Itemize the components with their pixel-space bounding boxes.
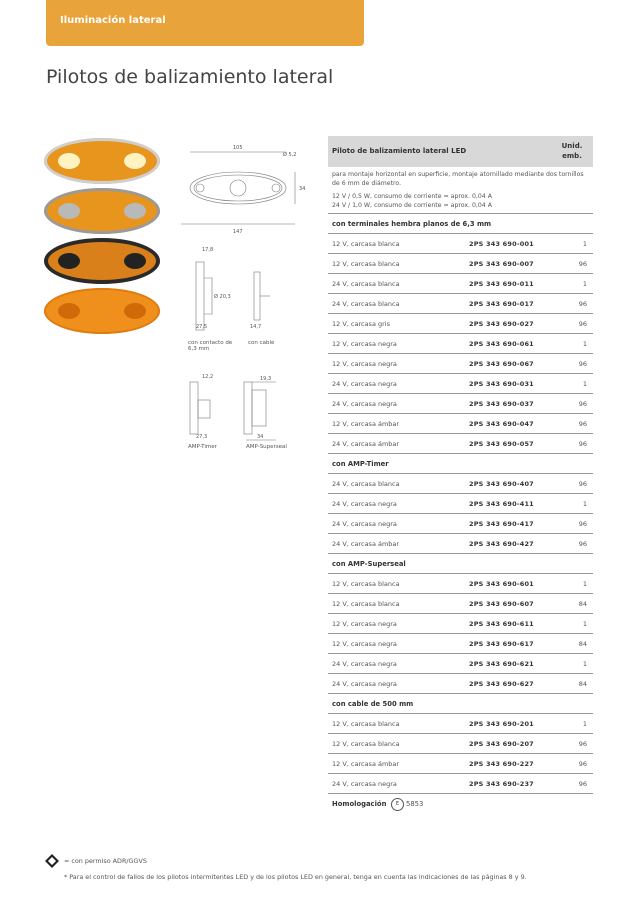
row-code: 2PS 343 690-011 <box>469 280 534 288</box>
table-row <box>328 614 593 634</box>
row-quantity: 1 <box>582 720 587 728</box>
homologation-row <box>328 794 593 812</box>
dim-147: 147 <box>233 229 243 235</box>
row-description: 24 V, carcasa negra <box>332 500 397 508</box>
technical-drawings <box>178 138 318 478</box>
row-quantity: 1 <box>582 380 587 388</box>
row-description: 12 V, carcasa blanca <box>332 600 400 608</box>
row-quantity: 1 <box>582 340 587 348</box>
row-description: 12 V, carcasa blanca <box>332 580 400 588</box>
table-row <box>328 754 593 774</box>
dim-hole: Ø 5,2 <box>283 152 297 158</box>
table-row <box>328 414 593 434</box>
product-photo-amber <box>44 288 160 334</box>
footer-legend: = con permiso ADR/GGVS <box>64 857 147 865</box>
row-quantity: 1 <box>582 280 587 288</box>
row-description: 12 V, carcasa ámbar <box>332 420 400 428</box>
product-photo-black <box>44 238 160 284</box>
caption-contact: con contacto de 6,3 mm <box>188 340 233 352</box>
row-code: 2PS 343 690-201 <box>469 720 534 728</box>
row-description: 24 V, carcasa blanca <box>332 300 400 308</box>
dim-17-8: 17,8 <box>202 247 214 253</box>
row-quantity: 96 <box>578 320 587 328</box>
table-row <box>328 674 593 694</box>
table-row <box>328 734 593 754</box>
section-tab-label: Iluminación lateral <box>60 15 166 26</box>
table-row <box>328 294 593 314</box>
row-description: 12 V, carcasa gris <box>332 320 390 328</box>
dim-14-7: 14,7 <box>250 324 262 330</box>
table-row <box>328 334 593 354</box>
row-quantity: 96 <box>578 540 587 548</box>
row-code: 2PS 343 690-617 <box>469 640 534 648</box>
row-quantity: 84 <box>578 600 587 608</box>
description-mounting: para montaje horizontal en superficie, montaje atornillado mediante dos tornillos de 6 mm de diámetro. <box>332 171 584 187</box>
row-description: 12 V, carcasa negra <box>332 640 397 648</box>
row-quantity: 96 <box>578 440 587 448</box>
row-description: 12 V, carcasa blanca <box>332 260 400 268</box>
row-quantity: 1 <box>582 660 587 668</box>
table-row <box>328 494 593 514</box>
dim-27-3: 27,3 <box>196 434 208 440</box>
row-code: 2PS 343 690-207 <box>469 740 534 748</box>
table-row <box>328 634 593 654</box>
row-description: 12 V, carcasa ámbar <box>332 760 400 768</box>
row-code: 2PS 343 690-621 <box>469 660 534 668</box>
section-heading <box>328 214 593 234</box>
table-row <box>328 534 593 554</box>
dim-diameter: Ø 20,3 <box>214 294 231 300</box>
row-description: 24 V, carcasa negra <box>332 520 397 528</box>
table-row <box>328 274 593 294</box>
table-header <box>328 136 593 167</box>
table-sections <box>328 214 593 794</box>
section-tab <box>46 0 364 46</box>
row-code: 2PS 343 690-067 <box>469 360 534 368</box>
dim-105: 105 <box>233 145 243 151</box>
description-power: 12 V / 0,5 W, consumo de corriente = aprox. 0,04 A 24 V / 1,0 W, consumo de corriente = aprox. 0,04 A <box>332 193 492 209</box>
row-description: 24 V, carcasa negra <box>332 400 397 408</box>
row-code: 2PS 343 690-017 <box>469 300 534 308</box>
table-row <box>328 574 593 594</box>
row-description: 24 V, carcasa negra <box>332 380 397 388</box>
section-heading <box>328 694 593 714</box>
caption-amp-superseal: AMP-Superseal <box>246 444 287 450</box>
row-code: 2PS 343 690-047 <box>469 420 534 428</box>
row-code: 2PS 343 690-007 <box>469 260 534 268</box>
dim-12-2: 12,2 <box>202 374 214 380</box>
row-description: 12 V, carcasa negra <box>332 360 397 368</box>
product-photo-white <box>44 138 160 184</box>
row-quantity: 96 <box>578 400 587 408</box>
homologation-label: Homologación <box>332 800 387 808</box>
row-description: 12 V, carcasa blanca <box>332 720 400 728</box>
row-code: 2PS 343 690-237 <box>469 780 534 788</box>
row-code: 2PS 343 690-001 <box>469 240 534 248</box>
row-code: 2PS 343 690-427 <box>469 540 534 548</box>
row-quantity: 1 <box>582 240 587 248</box>
dim-19-3: 19,3 <box>260 376 272 382</box>
row-description: 24 V, carcasa negra <box>332 780 397 788</box>
homologation-mark: E <box>391 798 404 811</box>
row-code: 2PS 343 690-057 <box>469 440 534 448</box>
table-row <box>328 434 593 454</box>
caption-cable: con cable <box>248 340 275 346</box>
row-code: 2PS 343 690-417 <box>469 520 534 528</box>
caption-amp-timer: AMP-Timer <box>188 444 217 450</box>
row-description: 12 V, carcasa negra <box>332 340 397 348</box>
row-quantity: 96 <box>578 480 587 488</box>
row-description: 24 V, carcasa blanca <box>332 280 400 288</box>
row-quantity: 96 <box>578 520 587 528</box>
footer-note: * Para el control de fallos de los pilotos intermitentes LED y de los pilotos LED en general, tenga en cuenta las indicaciones de las páginas 8 y 9. <box>64 873 527 881</box>
row-quantity: 1 <box>582 500 587 508</box>
row-description: 12 V, carcasa blanca <box>332 240 400 248</box>
section-title: con cable de 500 mm <box>332 700 414 708</box>
row-code: 2PS 343 690-407 <box>469 480 534 488</box>
row-code: 2PS 343 690-227 <box>469 760 534 768</box>
table-row <box>328 514 593 534</box>
section-heading <box>328 554 593 574</box>
section-title: con terminales hembra planos de 6,3 mm <box>332 220 492 228</box>
row-quantity: 96 <box>578 780 587 788</box>
dimension-drawing <box>178 138 318 478</box>
row-quantity: 96 <box>578 300 587 308</box>
table-header-title: Piloto de balizamiento lateral LED <box>332 147 467 155</box>
dim-34b: 34 <box>257 434 264 440</box>
row-quantity: 1 <box>582 580 587 588</box>
table-row <box>328 374 593 394</box>
table-row <box>328 714 593 734</box>
row-quantity: 84 <box>578 640 587 648</box>
dim-34: 34 <box>299 186 306 192</box>
row-description: 24 V, carcasa ámbar <box>332 540 400 548</box>
row-quantity: 96 <box>578 760 587 768</box>
table-row <box>328 474 593 494</box>
table-row <box>328 314 593 334</box>
row-description: 24 V, carcasa negra <box>332 660 397 668</box>
row-code: 2PS 343 690-607 <box>469 600 534 608</box>
section-title: con AMP-Timer <box>332 460 389 468</box>
row-description: 24 V, carcasa ámbar <box>332 440 400 448</box>
table-row <box>328 594 593 614</box>
row-code: 2PS 343 690-061 <box>469 340 534 348</box>
row-code: 2PS 343 690-027 <box>469 320 534 328</box>
section-heading <box>328 454 593 474</box>
adr-warning-icon <box>44 853 60 869</box>
homologation-number: 5853 <box>406 800 424 808</box>
page-title: Pilotos de balizamiento lateral <box>46 66 334 88</box>
row-quantity: 96 <box>578 740 587 748</box>
row-quantity: 96 <box>578 420 587 428</box>
row-code: 2PS 343 690-611 <box>469 620 534 628</box>
row-description: 24 V, carcasa negra <box>332 680 397 688</box>
row-code: 2PS 343 690-411 <box>469 500 534 508</box>
table-header-unit: Unid. emb. <box>561 142 583 160</box>
section-title: con AMP-Superseal <box>332 560 406 568</box>
table-row <box>328 354 593 374</box>
row-code: 2PS 343 690-601 <box>469 580 534 588</box>
product-photos <box>44 138 172 338</box>
dim-27-5: 27,5 <box>196 324 208 330</box>
row-quantity: 1 <box>582 620 587 628</box>
row-quantity: 96 <box>578 360 587 368</box>
table-row <box>328 234 593 254</box>
row-description: 12 V, carcasa negra <box>332 620 397 628</box>
row-code: 2PS 343 690-627 <box>469 680 534 688</box>
table-row <box>328 394 593 414</box>
table-row <box>328 254 593 274</box>
product-description <box>328 167 593 214</box>
table-row <box>328 774 593 794</box>
row-quantity: 84 <box>578 680 587 688</box>
row-description: 12 V, carcasa blanca <box>332 740 400 748</box>
product-photo-grey <box>44 188 160 234</box>
row-code: 2PS 343 690-031 <box>469 380 534 388</box>
row-quantity: 96 <box>578 260 587 268</box>
row-description: 24 V, carcasa blanca <box>332 480 400 488</box>
row-code: 2PS 343 690-037 <box>469 400 534 408</box>
product-table <box>328 136 593 812</box>
table-row <box>328 654 593 674</box>
